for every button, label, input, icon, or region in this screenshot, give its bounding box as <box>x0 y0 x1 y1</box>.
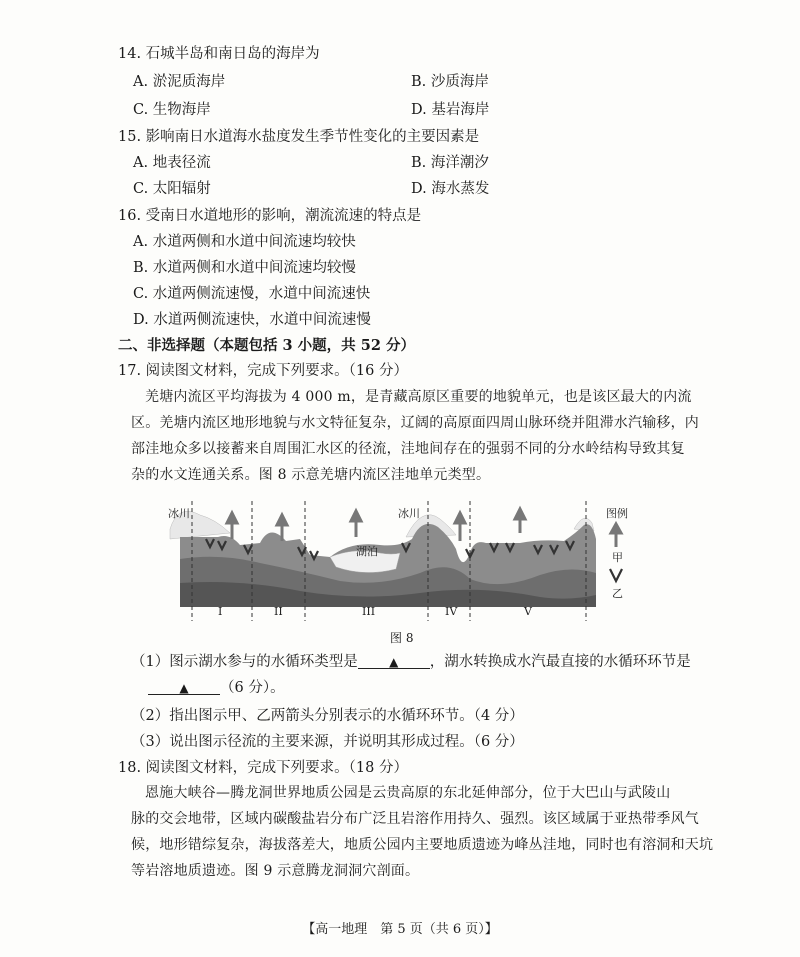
q14-option-b[interactable]: B. 沙质海岸 <box>411 74 489 90</box>
q18-paragraph-line: 候，地形错综复杂，海拔落差大，地质公园内主要地质遗迹为峰丛洼地，同时也有溶洞和天坑 <box>131 837 714 853</box>
q14-stem: 14. 石城半岛和南日岛的海岸为 <box>118 46 320 62</box>
answer-blank-1[interactable] <box>358 652 430 669</box>
q15-stem: 15. 影响南日水道海水盐度发生季节性变化的主要因素是 <box>118 129 480 145</box>
q17-sub1-part-a: （1）图示湖水参与的水循环类型是 <box>131 654 358 670</box>
q18-paragraph-line: 恩施大峡谷—腾龙洞世界地质公园是云贵高原的东北延伸部分，位于大巴山与武陵山 <box>145 785 671 801</box>
q16-option-c[interactable]: C. 水道两侧流速慢，水道中间流速快 <box>133 286 371 302</box>
q17-sub2: （2）指出图示甲、乙两箭头分别表示的水循环环节。（4 分） <box>131 708 524 724</box>
label-lake: 湖泊 <box>356 545 378 558</box>
q17-sub3: （3）说出图示径流的主要来源，并说明其形成过程。（6 分） <box>131 734 524 750</box>
legend-title: 图例 <box>606 507 628 520</box>
unit-label-1: I <box>218 605 223 618</box>
q16-option-d[interactable]: D. 水道两侧流速快，水道中间流速慢 <box>133 312 371 328</box>
q17-paragraph-line: 区。羌塘内流区地形地貌与水文特征复杂，辽阔的高原面四周山脉环绕并阻滞水汽输移，内 <box>131 415 699 431</box>
unit-label-3: III <box>362 605 376 618</box>
q17-sub1 <box>131 652 691 672</box>
q15-option-c[interactable]: C. 太阳辐射 <box>133 181 211 197</box>
figure-8-depression-diagram <box>160 497 650 632</box>
page-footer: 【高一地理 第 5 页（共 6 页）】 <box>302 922 498 937</box>
q17-paragraph-line: 部洼地众多以接蓄来自周围汇水区的径流，洼地间存在的强弱不同的分水岭结构导致其复 <box>131 441 685 457</box>
q16-option-a[interactable]: A. 水道两侧和水道中间流速均较快 <box>133 234 356 250</box>
q18-paragraph-line: 脉的交会地带，区域内碳酸盐岩分布广泛且岩溶作用持久、强烈。该区域属于亚热带季风气 <box>131 811 699 827</box>
unit-label-2: II <box>274 605 283 618</box>
answer-blank-2[interactable] <box>148 678 220 695</box>
q17-stem: 17. 阅读图文材料，完成下列要求。（16 分） <box>118 363 408 379</box>
legend-jia-label: 甲 <box>612 551 623 564</box>
blank-triangle-icon: ▲ <box>179 681 189 695</box>
blank-triangle-icon: ▲ <box>389 655 399 669</box>
q16-stem: 16. 受南日水道地形的影响，潮流流速的特点是 <box>118 208 422 224</box>
figure-8-caption: 图 8 <box>390 631 414 645</box>
q15-option-b[interactable]: B. 海洋潮汐 <box>411 155 489 171</box>
q17-paragraph-line: 杂的水文连通关系。图 8 示意羌塘内流区洼地单元类型。 <box>131 467 491 483</box>
section-heading: 二、非选择题（本题包括 3 小题，共 52 分） <box>118 337 415 354</box>
legend-yi-label: 乙 <box>612 587 623 600</box>
q17-paragraph-line: 羌塘内流区平均海拔为 4 000 m，是青藏高原区重要的地貌单元，也是该区最大的内流 <box>145 389 692 405</box>
q18-stem: 18. 阅读图文材料，完成下列要求。（18 分） <box>118 760 408 776</box>
unit-label-4: IV <box>445 605 458 618</box>
label-glacier-left: 冰川 <box>168 507 190 520</box>
q17-sub1-continued <box>148 678 285 698</box>
q18-paragraph-line: 等岩溶地质遗迹。图 9 示意腾龙洞洞穴剖面。 <box>131 863 420 879</box>
legend-yi-arrow-icon <box>610 569 622 581</box>
q14-option-a[interactable]: A. 淤泥质海岸 <box>133 74 226 90</box>
unit-label-5: V <box>524 605 532 618</box>
q17-sub1-part-b: ，湖水转换成水汽最直接的水循环环节是 <box>429 654 691 670</box>
q15-option-d[interactable]: D. 海水蒸发 <box>411 181 490 197</box>
q17-sub1-part-c: （6 分）。 <box>220 680 285 696</box>
legend-jia-arrow-icon <box>611 524 621 547</box>
label-glacier-right: 冰川 <box>398 507 420 520</box>
q16-option-b[interactable]: B. 水道两侧和水道中间流速均较慢 <box>133 260 356 276</box>
q14-option-c[interactable]: C. 生物海岸 <box>133 102 211 118</box>
q15-option-a[interactable]: A. 地表径流 <box>133 155 211 171</box>
q14-option-d[interactable]: D. 基岩海岸 <box>411 102 490 118</box>
